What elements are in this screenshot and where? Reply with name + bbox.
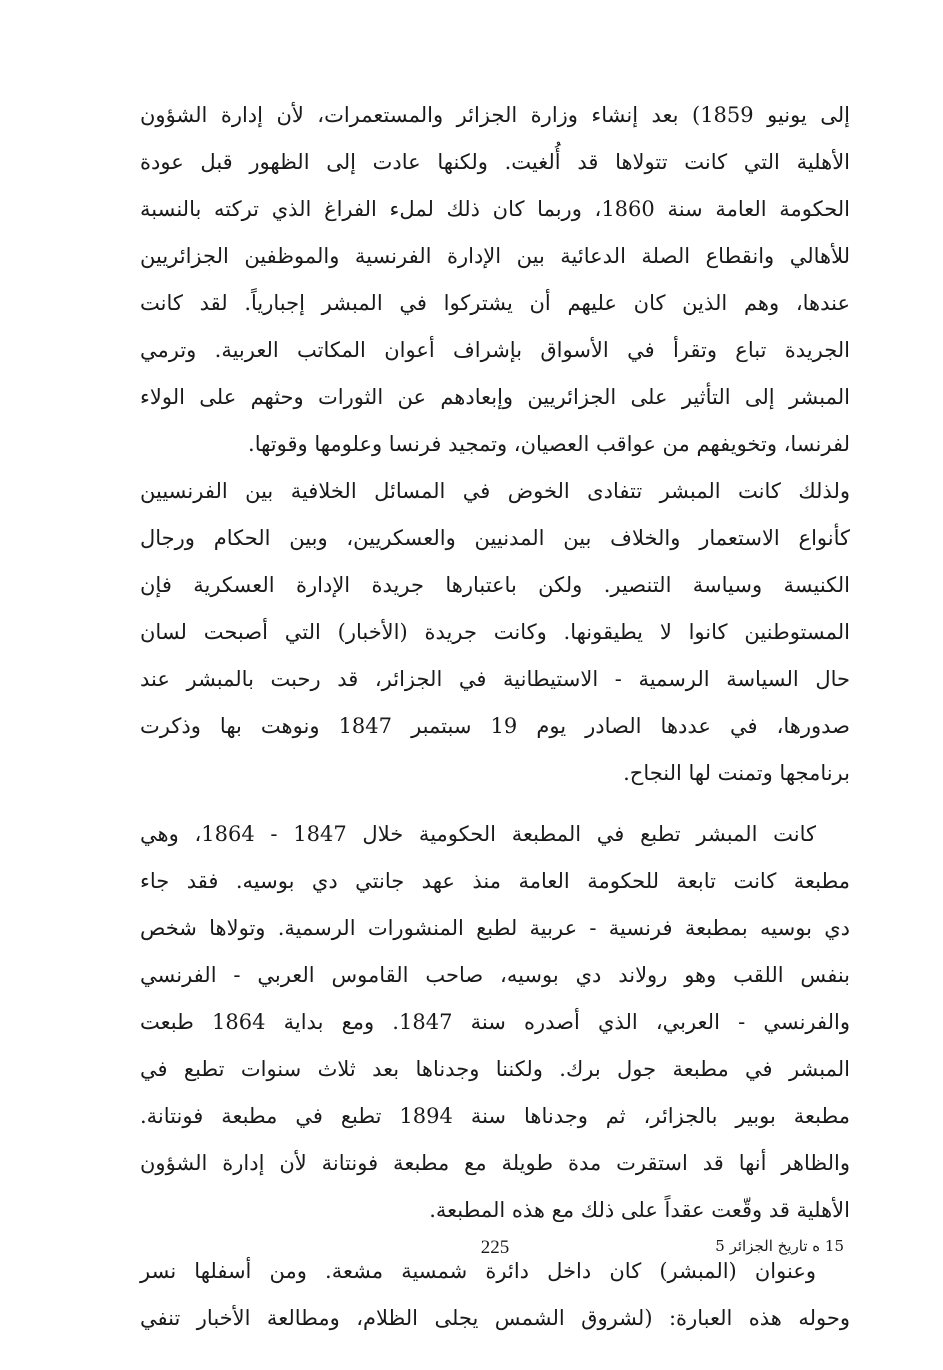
text-line: ولذلك كانت المبشر تتفادى الخوض في المسائل الخلافية بين الفرنسيين bbox=[140, 479, 850, 503]
text-line: الجريدة تباع وتقرأ في الأسواق بإشراف أعوان المكاتب العربية. وترمي bbox=[140, 338, 850, 362]
text-line: المستوطنين كانوا لا يطيقونها. وكانت جريدة (الأخبار) التي أصبحت لسان bbox=[140, 620, 850, 644]
text-line: مطبعة كانت تابعة للحكومة العامة منذ عهد جانتي دي بوسيه. فقد جاء bbox=[140, 869, 850, 893]
signature-mark: 15 ه تاريخ الجزائر 5 bbox=[715, 1237, 844, 1255]
page-body bbox=[140, 92, 850, 1342]
text-line: المبشر إلى التأثير على الجزائريين وإبعادهم عن الثورات وحثهم على الولاء bbox=[140, 385, 850, 409]
text-line: والظاهر أنها قد استقرت مدة طويلة مع مطبعة فونتانة لأن إدارة الشؤون bbox=[140, 1151, 850, 1175]
text-line: الحكومة العامة سنة 1860، وربما كان ذلك لملء الفراغ الذي تركته بالنسبة bbox=[140, 197, 851, 221]
page-footer bbox=[140, 1237, 850, 1267]
text-line: حال السياسة الرسمية - الاستيطانية في الجزائر، قد رحبت بالمبشر عند bbox=[140, 667, 850, 691]
text-line: المبشر في مطبعة جول برك. ولكننا وجدناها بعد ثلاث سنوات تطبع في bbox=[140, 1057, 850, 1081]
text-line: صدورها، في عددها الصادر يوم 19 سبتمبر 1847 ونوهت بها وذكرت bbox=[140, 714, 851, 738]
text-line: الكنيسة وسياسة التنصير. ولكن باعتبارها جريدة الإدارة العسكرية فإن bbox=[140, 573, 850, 597]
text-line: لفرنسا، وتخويفهم من عواقب العصيان، وتمجيد فرنسا وعلومها وقوتها. bbox=[248, 432, 850, 456]
text-line: الأهلية التي كانت تتولاها قد أُلغيت. ولكنها عادت إلى الظهور قبل عودة bbox=[140, 150, 850, 174]
text-line: مطبعة بوبير بالجزائر، ثم وجدناها سنة 1894 تطبع في مطبعة فونتانة. bbox=[140, 1104, 850, 1128]
paragraph-1 bbox=[140, 92, 850, 797]
text-line: كأنواع الاستعمار والخلاف بين المدنيين والعسكريين، وبين الحكام ورجال bbox=[140, 526, 850, 550]
text-line: إلى يونيو 1859) بعد إنشاء وزارة الجزائر والمستعمرات، لأن إدارة الشؤون bbox=[140, 103, 851, 127]
text-line: كانت المبشر تطبع في المطبعة الحكومية خلال 1847 - 1864، وهي bbox=[140, 822, 817, 846]
text-line: دي بوسيه بمطبعة فرنسية - عربية لطبع المنشورات الرسمية. وتولاها شخص bbox=[140, 916, 850, 940]
text-line: عندها، وهم الذين كان عليهم أن يشتركوا في المبشر إجبارياً. لقد كانت bbox=[140, 291, 850, 315]
text-line: وحوله هذه العبارة: (لشروق الشمس يجلى الظلام، ومطالعة الأخبار تنفي bbox=[140, 1306, 850, 1330]
text-line: والفرنسي - العربي، الذي أصدره سنة 1847. ومع بداية 1864 طبعت bbox=[140, 1010, 851, 1034]
text-line: وعنوان (المبشر) كان داخل دائرة شمسية مشعة. ومن أسفلها نسر bbox=[140, 1259, 816, 1283]
text-line: الأهلية قد وقّعت عقداً على ذلك مع هذه المطبعة. bbox=[429, 1198, 850, 1222]
paragraph-2 bbox=[140, 811, 850, 1234]
text-line: للأهالي وانقطاع الصلة الدعائية بين الإدارة الفرنسية والموظفين الجزائريين bbox=[140, 244, 850, 268]
text-line: برنامجها وتمنت لها النجاح. bbox=[623, 761, 850, 785]
text-line: بنفس اللقب وهو رولاند دي بوسيه، صاحب القاموس العربي - الفرنسي bbox=[140, 963, 850, 987]
page-number: 225 bbox=[480, 1237, 510, 1258]
